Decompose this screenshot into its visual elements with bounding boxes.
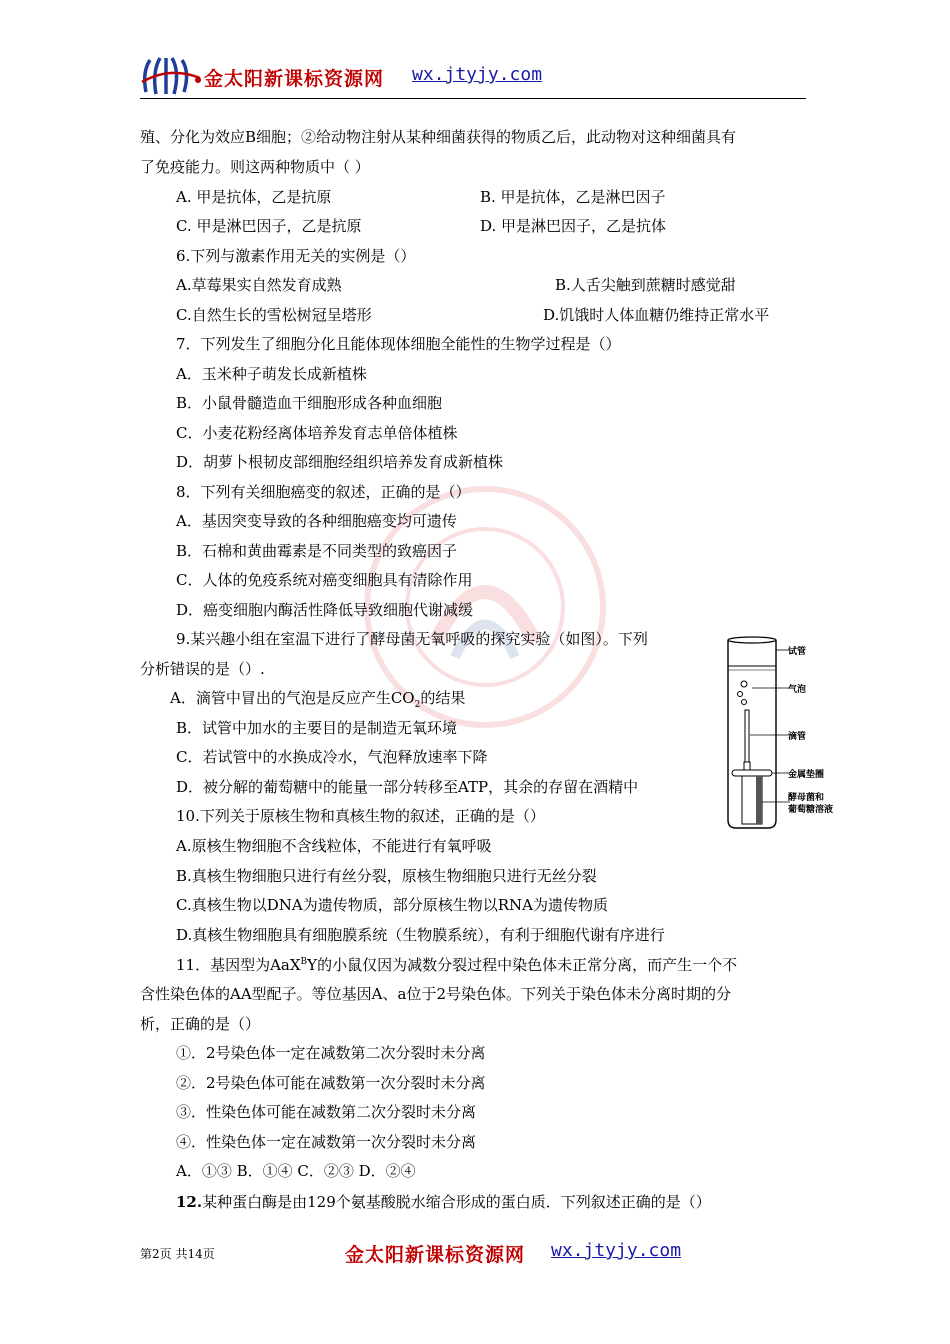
q10-option-c: C.真核生物以DNA为遗传物质，部分原核生物以RNA为遗传物质: [176, 896, 608, 914]
q12-stem: 12.某种蛋白酶是由129个氨基酸脱水缩合形成的蛋白质．下列叙述正确的是（）: [176, 1193, 711, 1211]
q11-item-1: ①．2号染色体一定在减数第二次分裂时未分离: [176, 1044, 486, 1062]
q9-stem-line1: 9.某兴趣小组在室温下进行了酵母菌无氧呼吸的探究实验（如图）。下列: [176, 630, 648, 648]
header-divider: [140, 98, 806, 99]
q6-option-a: A.草莓果实自然发育成熟: [176, 276, 342, 294]
q10-option-a: A.原核生物细胞不含线粒体，不能进行有氧呼吸: [176, 837, 492, 855]
q6-option-d: D.饥饿时人体血糖仍维持正常水平: [543, 306, 770, 324]
q5-continuation-line1: 殖、分化为效应B细胞；②给动物注射从某种细菌获得的物质乙后，此动物对这种细菌具有: [140, 128, 737, 146]
q11-item-2: ②．2号染色体可能在减数第一次分裂时未分离: [176, 1074, 486, 1092]
q11-options: A．①③ B．①④ C．②③ D．②④: [176, 1162, 416, 1180]
label-solution-1: 酵母菌和: [788, 793, 825, 803]
q11-item-4: ④．性染色体一定在减数第一次分裂时未分离: [176, 1133, 477, 1151]
q11-stem-line2: 含性染色体的AA型配子。等位基因A、a位于2号染色体。下列关于染色体未分离时期的分: [140, 985, 731, 1003]
q9-option-b: B．试管中加水的主要目的是制造无氧环境: [176, 719, 458, 737]
q11-stem-line1: 11．基因型为AaX$^B$Y的小鼠仅因为减数分裂过程中染色体未正常分离，而产生一个不: [176, 956, 738, 974]
q5-option-a: A. 甲是抗体，乙是抗原: [176, 188, 332, 206]
q7-stem: 7．下列发生了细胞分化且能体现体细胞全能性的生物学过程是（）: [176, 335, 621, 353]
q9-option-a: A．滴管中冒出的气泡是反应产生$CO_2$的结果: [170, 689, 466, 710]
q5-option-c: C. 甲是淋巴因子，乙是抗原: [176, 217, 362, 235]
q7-option-c: C．小麦花粉经离体培养发育志单倍体植株: [176, 424, 458, 442]
q7-option-a: A．玉米种子萌发长成新植株: [176, 365, 367, 383]
q7-option-b: B．小鼠骨髓造血干细胞形成各种血细胞: [176, 394, 443, 412]
q11-stem-line3: 析，正确的是（）: [140, 1015, 261, 1033]
site-logo-icon: [140, 52, 208, 100]
label-metal-ring: 金属垫圈: [788, 770, 825, 780]
q7-option-d: D．胡萝卜根韧皮部细胞经组织培养发育成新植株: [176, 453, 504, 471]
q5-option-d: D. 甲是淋巴因子，乙是抗体: [480, 217, 667, 235]
q6-option-b: B.人舌尖触到蔗糖时感觉甜: [555, 276, 736, 294]
q10-option-b: B.真核生物细胞只进行有丝分裂，原核生物细胞只进行无丝分裂: [176, 867, 597, 885]
label-test-tube: 试管: [788, 647, 807, 657]
q5-continuation-line2: 了免疫能力。则这两种物质中（ ）: [140, 158, 370, 176]
footer-page-number: 第2页 共14页: [140, 1247, 215, 1261]
label-dropper: 滴管: [788, 732, 807, 742]
q9-option-c: C．若试管中的水换成冷水，气泡释放速率下降: [176, 748, 488, 766]
q8-option-d: D．癌变细胞内酶活性降低导致细胞代谢减缓: [176, 601, 474, 619]
header-brand: 金太阳新课标资源网: [204, 68, 385, 90]
q5-option-b: B. 甲是抗体，乙是淋巴因子: [480, 188, 666, 206]
q8-option-a: A．基因突变导致的各种细胞癌变均可遗传: [176, 512, 457, 530]
q10-option-d: D.真核生物细胞具有细胞膜系统（生物膜系统），有利于细胞代谢有序进行: [176, 926, 665, 944]
footer-brand: 金太阳新课标资源网: [345, 1244, 526, 1266]
q8-option-c: C．人体的免疫系统对癌变细胞具有清除作用: [176, 571, 473, 589]
header-url-link[interactable]: wx.jtyjy.com: [412, 64, 543, 85]
page-header: [140, 52, 806, 102]
q10-stem: 10.下列关于原核生物和真核生物的叙述，正确的是（）: [176, 807, 545, 825]
q9-stem-line2: 分析错误的是（）.: [140, 660, 265, 678]
q6-stem: 6.下列与激素作用无关的实例是（）: [176, 247, 416, 265]
experiment-figure: [722, 632, 842, 832]
label-bubble: 气泡: [788, 685, 807, 695]
q11-item-3: ③．性染色体可能在减数第二次分裂时未分离: [176, 1103, 477, 1121]
q12-number: 12.: [176, 1193, 203, 1211]
footer-url-link[interactable]: wx.jtyjy.com: [551, 1240, 682, 1261]
q9-option-d: D．被分解的葡萄糖中的能量一部分转移至ATP，其余的存留在酒精中: [176, 778, 639, 796]
q8-stem: 8．下列有关细胞癌变的叙述，正确的是（）: [176, 483, 471, 501]
label-solution-2: 葡萄糖溶液: [788, 805, 834, 815]
q6-option-c: C.自然生长的雪松树冠呈塔形: [176, 306, 372, 324]
q8-option-b: B．石棉和黄曲霉素是不同类型的致癌因子: [176, 542, 458, 560]
